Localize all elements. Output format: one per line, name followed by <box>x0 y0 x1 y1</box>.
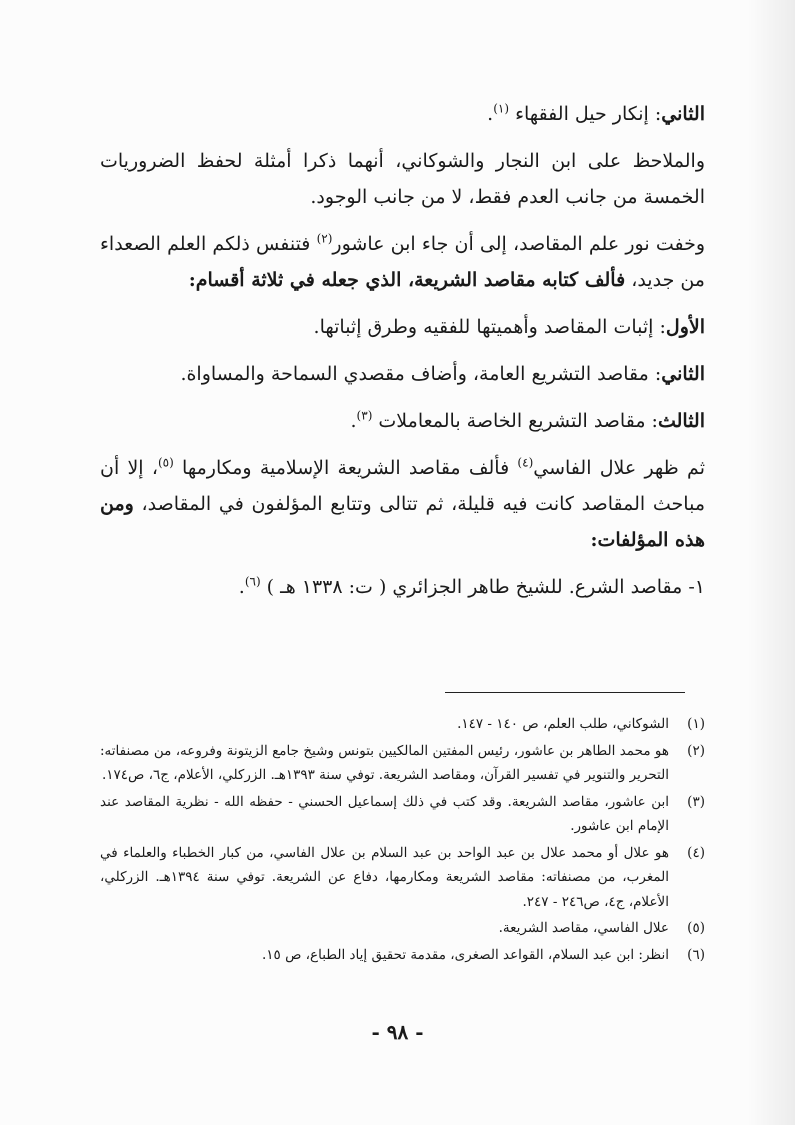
footnote-separator <box>445 692 685 693</box>
paragraph-8: ١- مقاصد الشرع. للشيخ طاهر الجزائري ( ت: ١٣٣٨ هـ ) $^{(٦)}$. <box>238 574 705 598</box>
footnote-number: (٣) <box>687 793 705 810</box>
emphasis-book: فألف كتابه مقاصد الشريعة، الذي جعله في ثلاثة أقسام: <box>188 269 626 291</box>
footnote-ref-2[interactable]: (٢) <box>316 231 333 246</box>
footnote-text: الشوكاني، طلب العلم، ص ١٤٠ - ١٤٧. <box>457 716 669 732</box>
paragraph-4: الأول: إثبات المقاصد وأهميتها للفقيه وطرق إثباتها. <box>313 316 705 338</box>
paragraph-6: الثالث: مقاصد التشريع الخاصة بالمعاملات $^{(٣)}$. <box>350 408 705 432</box>
heading-third: الثالث <box>657 410 705 432</box>
paragraph-3: وخفت نور علم المقاصد، إلى أن جاء ابن عاشور$^{(٢)}$ فتنفس ذلكم العلم الصعداء من جديد، فألف كتابه مقاصد الشريعة، الذي جعله في ثلاثة أقسام: <box>100 231 706 291</box>
footnotes <box>100 712 705 969</box>
footnote-item <box>100 712 705 737</box>
footnote-number: (١) <box>687 716 705 732</box>
footnote-item <box>100 790 705 839</box>
heading-second-part: الثاني <box>661 363 705 385</box>
paragraph-2: والملاحظ على ابن النجار والشوكاني، أنهما ذكرا أمثلة لحفظ الضروريات الخمسة من جانب العدم فقط، لا من جانب الوجود. <box>100 150 705 208</box>
heading-first: الأول <box>665 316 705 338</box>
footnote-ref-3[interactable]: (٣) <box>356 408 373 423</box>
footnote-item <box>100 841 705 915</box>
footnote-ref-4[interactable]: (٤) <box>517 455 534 470</box>
footnote-ref-6[interactable]: (٦) <box>244 574 261 589</box>
footnote-text: هو محمد الطاهر بن عاشور، رئيس المفتين المالكيين بتونس وشيخ جامع الزيتونة وفروعه، من مصنفاته: التحرير والتنوير في تفسير القرآن، ومقاصد الشريعة. توفي سنة ١٣٩٣هـ. الزركلي، الأعلام، ج٦، ص١٧٤. <box>100 742 669 783</box>
heading-second: الثاني <box>661 103 705 125</box>
footnote-ref-5[interactable]: (٥) <box>157 455 174 470</box>
footnote-text: هو علال أو محمد علال بن عبد الواحد بن عبد السلام بن علال الفاسي، من كبار الخطباء والعلماء في المغرب، من مصنفاته: مقاصد الشريعة ومكارمها، دفاع عن الشريعة. توفي سنة ١٣٩٤هـ. الزركلي، الأعلام، ج٤، ص٢٤٦ - ٢٤٧. <box>100 844 670 910</box>
footnote-item <box>100 943 705 968</box>
footnote-item <box>100 739 705 788</box>
footnote-number: (٥) <box>687 920 705 936</box>
footnote-text: انظر: ابن عبد السلام، القواعد الصغرى، مقدمة تحقيق إياد الطباع، ص ١٥. <box>261 946 669 963</box>
footnote-item <box>100 916 705 941</box>
page-edge-shadow <box>747 0 795 1125</box>
paragraph-5: الثاني: مقاصد التشريع العامة، وأضاف مقصدي السماحة والمساواة. <box>180 363 705 385</box>
footnote-ref-1[interactable]: (١) <box>493 101 510 116</box>
footnote-number: (٦) <box>687 946 705 963</box>
main-text <box>100 96 705 616</box>
footnote-text: علال الفاسي، مقاصد الشريعة. <box>498 920 669 936</box>
footnote-number: (٤) <box>687 844 705 861</box>
page-number: - ٩٨ - <box>371 1020 424 1044</box>
paragraph-1: الثاني: إنكار حيل الفقهاء $^{(١)}$. <box>487 101 705 125</box>
emphasis-works: ومن هذه المؤلفات: <box>100 493 705 551</box>
paragraph-7: ثم ظهر علال الفاسي$^{(٤)}$ فألف مقاصد الشريعة الإسلامية ومكارمها $^{(٥)}$، إلا أن مباحث المقاصد كانت فيه قليلة، ثم تتالى وتتابع المؤلفون في المقاصد، ومن هذه المؤلفات: <box>100 455 705 551</box>
footnote-number: (٢) <box>687 742 705 759</box>
footnote-text: ابن عاشور، مقاصد الشريعة. وقد كتب في ذلك إسماعيل الحسني - حفظه الله - نظرية المقاصد عند الإمام ابن عاشور. <box>100 793 669 834</box>
